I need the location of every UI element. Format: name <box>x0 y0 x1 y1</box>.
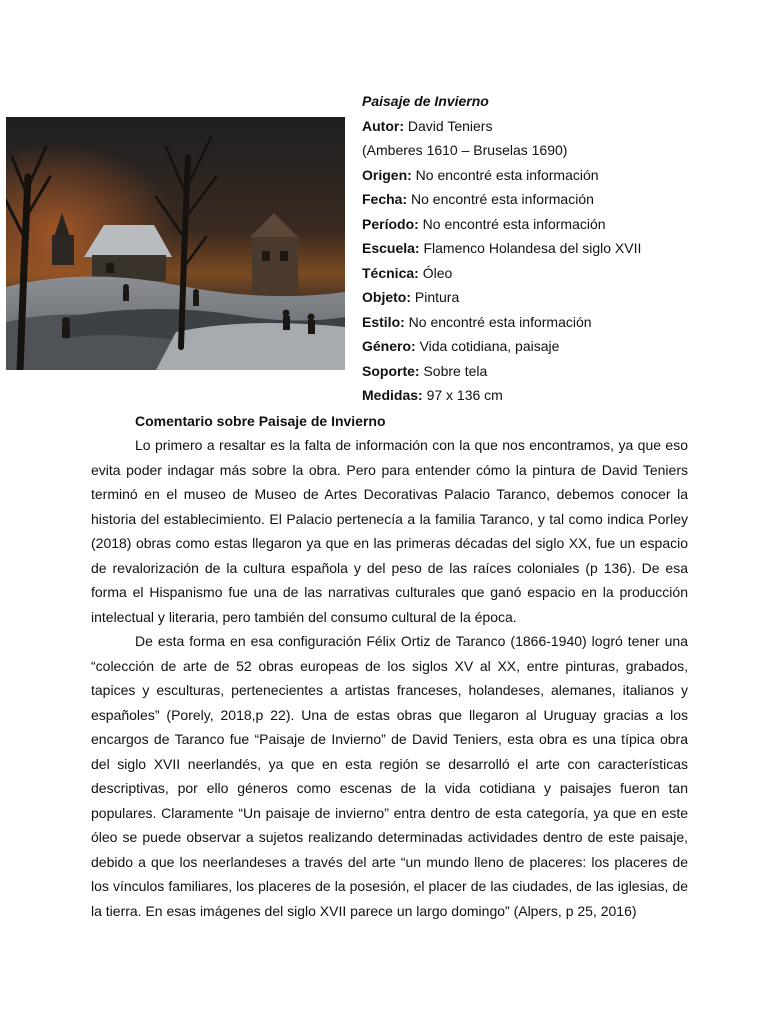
metadata-fields <box>362 116 762 410</box>
metadata-line <box>362 238 762 263</box>
metadata-line <box>362 336 762 361</box>
metadata-label: Estilo: <box>362 313 405 330</box>
metadata-label: Origen: <box>362 166 412 183</box>
metadata-line <box>362 263 762 288</box>
metadata-value: Flamenco Holandesa del siglo XVII <box>419 240 642 256</box>
metadata-label: Objeto: <box>362 289 411 305</box>
metadata-value: Sobre tela <box>419 362 488 379</box>
commentary-body <box>91 433 688 923</box>
metadata-value: Vida cotidiana, paisaje <box>415 338 560 354</box>
metadata-value: (Amberes 1610 – Bruselas 1690) <box>362 142 568 158</box>
metadata-label: Técnica: <box>362 264 419 281</box>
commentary-heading: Comentario sobre Paisaje de Invierno <box>135 413 386 429</box>
metadata-line <box>362 116 762 141</box>
metadata-line <box>362 361 762 386</box>
paragraph: De esta forma en esa configuración Félix Ortiz de Taranco (1866-1940) logró tener una “colección de arte de 52 obras europeas de los siglos XV al XX, entre pinturas, grabados, tapices y esculturas, pertenecientes a artistas franceses, holandeses, alemanes, italianos y españoles” (Porely, 2018,p 22). Una de estas obras que llegaron al Uruguay gracias a los encargos de Taranco fue “Paisaje de Invierno” de David Teniers, esta obra es una típica obra del siglo XVII neerlandés, ya que en esta región se desarrolló el arte con características descriptivas, por ello géneros como escenas de la vida cotidiana y paisajes fueron tan populares. Claramente “Un paisaje de invierno” entra dentro de esta categoría, ya que en este óleo se puede observar a sujetos realizando determinadas actividades dentro de este paisaje, debido a que los neerlandeses a través del arte “un mundo lleno de placeres: los placeres de los vínculos familiares, los placeres de la posesión, el placer de las ciudades, de las iglesias, de la tierra. En esas imágenes del siglo XVII parece un largo domingo” (Alpers, p 25, 2016) <box>91 633 688 919</box>
metadata-label: Soporte: <box>362 362 420 379</box>
metadata-line <box>362 165 762 190</box>
metadata-value: No encontré esta información <box>404 313 592 330</box>
paragraph: Lo primero a resaltar es la falta de información con la que nos encontramos, ya que eso evita poder indagar más sobre la obra. Pero para entender cómo la pintura de David Teniers terminó en el museo de Museo de Artes Decorativas Palacio Taranco, debemos conocer la historia del establecimiento. El Palacio pertenecía a la familia Taranco, y tal como indica Porley (2018) obras como estas llegaron ya que en las primeras décadas del siglo XX, fue un espacio de revalorización de la cultura española y del peso de las raíces coloniales (p 136). De esa forma el Hispanismo fue una de las narrativas culturales que ganó espacio en la producción intelectual y literaria, pero también del consumo cultural de la época. <box>91 437 688 625</box>
metadata-label: Autor: <box>362 117 404 134</box>
metadata-label: Período: <box>362 215 419 232</box>
metadata-value: 97 x 136 cm <box>422 387 503 403</box>
metadata-line <box>362 214 762 239</box>
metadata-label: Escuela: <box>362 240 420 256</box>
metadata-line <box>362 189 762 214</box>
painting-metadata <box>362 91 762 410</box>
metadata-value: No encontré esta información <box>411 166 599 183</box>
metadata-value: Óleo <box>418 264 453 281</box>
painting-title: Paisaje de Invierno <box>362 93 489 109</box>
metadata-line <box>362 287 762 312</box>
metadata-value: Pintura <box>411 289 460 305</box>
metadata-value: No encontré esta información <box>407 191 594 207</box>
metadata-label: Género: <box>362 338 416 354</box>
metadata-label: Fecha: <box>362 191 408 207</box>
metadata-value: David Teniers <box>404 117 493 134</box>
metadata-line <box>362 312 762 337</box>
metadata-label: Medidas: <box>362 387 423 403</box>
painting-image <box>6 117 345 370</box>
metadata-line <box>362 385 762 410</box>
metadata-line <box>362 140 762 165</box>
metadata-value: No encontré esta información <box>418 215 606 232</box>
